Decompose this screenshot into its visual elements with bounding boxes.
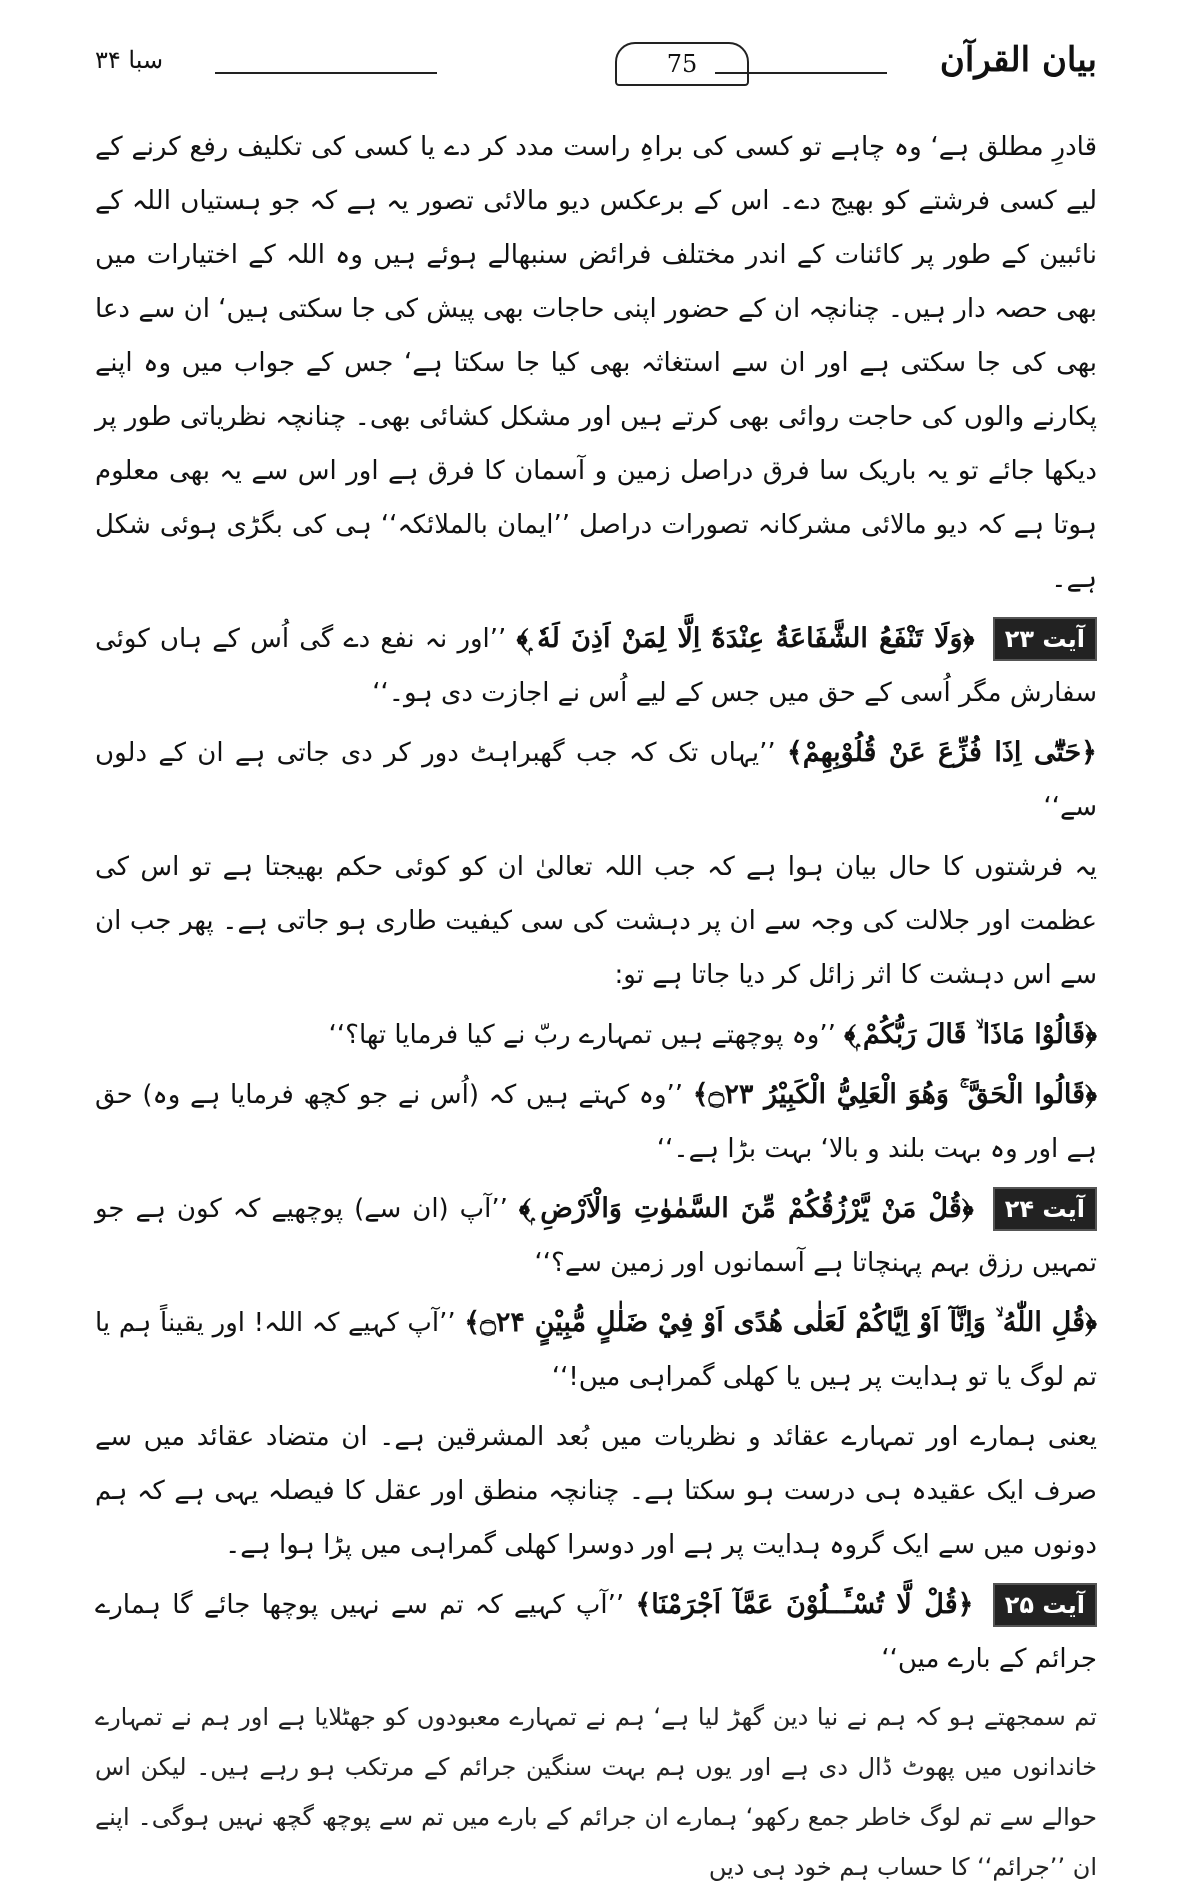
verse-23-part-3 — [95, 1008, 1097, 1062]
verse-25-translation: ’’آپ کہیے کہ تم سے نہیں پوچھا جائے گا ہمارے جرائم کے بارے میں‘‘ — [95, 1590, 1097, 1674]
book-title: بیان القرآن — [939, 40, 1097, 80]
verse-24-part-2 — [95, 1296, 1097, 1404]
ayah-label-24: آیت ۲۴ — [993, 1187, 1097, 1231]
page-content — [95, 120, 1097, 1892]
verse-23 — [95, 612, 1097, 720]
ayah-label-23: آیت ۲۳ — [993, 617, 1097, 661]
surah-name: سبا ۳۴ — [95, 46, 164, 74]
verse-23-part-3-translation: ’’وہ پوچھتے ہیں تمہارے ربّ نے کیا فرمایا تھا؟‘‘ — [328, 1020, 836, 1050]
verse-23-part-2 — [95, 726, 1097, 834]
page-header — [95, 40, 1097, 96]
verse-23-part-2-translation: ’’یہاں تک کہ جب گھبراہٹ دور کر دی جاتی ہے ان کے دلوں سے‘‘ — [95, 738, 1097, 822]
verse-24-part-2-arabic: ﴿قُلِ اللّٰهُ ۙ وَاِنَّآ اَوْ اِيَّاكُمْ لَعَلٰى هُدًى اَوْ فِيْ ضَلٰلٍ مُّبِيْنٍ ۝۲۴﴾ — [464, 1307, 1097, 1338]
verse-23-part-4 — [95, 1068, 1097, 1176]
verse-23-arabic: ﴿وَلَا تَنْفَعُ الشَّفَاعَةُ عِنْدَهٗٓ اِلَّا لِمَنْ اَذِنَ لَهٗ ۭ﴾ — [516, 623, 975, 654]
verse-23-part-4-translation: ’’وہ کہتے ہیں کہ (اُس نے جو کچھ فرمایا ہے وہ) حق ہے اور وہ بہت بلند و بالا‘ بہت بڑا ہے۔‘‘ — [95, 1080, 1097, 1164]
verse-24-part-2-translation: ’’آپ کہیے کہ اللہ! اور یقیناً ہم یا تم لوگ یا تو ہدایت پر ہیں یا کھلی گمراہی میں!‘‘ — [95, 1308, 1097, 1392]
verse-24 — [95, 1182, 1097, 1290]
verse-23-part-4-arabic: ﴿قَالُوا الْحَقَّ ۚ وَهُوَ الْعَلِيُّ الْكَبِيْرُ ۝۲۳﴾ — [692, 1079, 1098, 1110]
intro-paragraph: قادرِ مطلق ہے‘ وہ چاہے تو کسی کی براہِ راست مدد کر دے یا کسی کی تکلیف رفع کرنے کے لیے کسی فرشتے کو بھیج دے۔ اس کے برعکس دیو مالائی تصور یہ ہے کہ جو ہستیاں اللہ کے نائبین کے طور پر کائنات کے اندر مختلف فرائض سنبھالے ہوئے ہیں وہ اللہ کے اختیارات میں بھی حصہ دار ہیں۔ چنانچہ ان کے حضور اپنی حاجات بھی پیش کی جا سکتی ہیں‘ ان سے دعا بھی کی جا سکتی ہے اور ان سے استغاثہ بھی کیا جا سکتا ہے‘ جس کے جواب میں وہ اپنے پکارنے والوں کی حاجت روائی بھی کرتے ہیں اور مشکل کشائی بھی۔ چنانچہ نظریاتی طور پر دیکھا جائے تو یہ باریک سا فرق دراصل زمین و آسمان کا فرق ہے اور اس سے یہ بھی معلوم ہوتا ہے کہ دیو مالائی مشرکانہ تصورات دراصل ’’ایمان بالملائکہ‘‘ ہی کی بگڑی ہوئی شکل ہے۔ — [95, 132, 1097, 594]
verse-25 — [95, 1578, 1097, 1686]
verse-23-translation: ’’اور نہ نفع دے گی اُس کے ہاں کوئی سفارش مگر اُسی کے حق میں جس کے لیے اُس نے اجازت دی ہو۔‘‘ — [95, 624, 1097, 708]
verse-25-arabic: ﴿قُلْ لَّا تُسْـَٔــلُوْنَ عَمَّآ اَجْرَمْنَا﴾ — [635, 1589, 974, 1620]
verse-23-part-2-arabic: ﴿حَتّٰٓى اِذَا فُزِّعَ عَنْ قُلُوْبِهِمْ﴾ — [786, 737, 1097, 768]
ayah-label-25: آیت ۲۵ — [993, 1583, 1097, 1627]
verse-25-explanation: تم سمجھتے ہو کہ ہم نے نیا دین گھڑ لیا ہے‘ ہم نے تمہارے معبودوں کو جھٹلایا ہے اور ہم نے تمہارے خاندانوں میں پھوٹ ڈال دی ہے اور یوں ہم بہت سنگین جرائم کے مرتکب ہو رہے ہیں۔ لیکن اس حوالے سے تم لوگ خاطر جمع رکھو‘ ہمارے ان جرائم کے بارے میں تم سے پوچھ گچھ نہیں ہوگی۔ اپنے ان ’’جرائم‘‘ کا حساب ہم خود ہی دیں — [95, 1703, 1097, 1881]
verse-24-explanation: یعنی ہمارے اور تمہارے عقائد و نظریات میں بُعد المشرقین ہے۔ ان متضاد عقائد میں سے صرف ایک عقیدہ ہی درست ہو سکتا ہے۔ چنانچہ منطق اور عقل کا فیصلہ یہی ہے کہ ہم دونوں میں سے ایک گروہ ہدایت پر ہے اور دوسرا کھلی گمراہی میں پڑا ہوا ہے۔ — [95, 1422, 1097, 1560]
verse-24-translation: ’’آپ (ان سے) پوچھیے کہ کون ہے جو تمہیں رزق بہم پہنچاتا ہے آسمانوں اور زمین سے؟‘‘ — [95, 1194, 1097, 1278]
page-number: 75 — [615, 42, 749, 86]
verse-23-explanation: یہ فرشتوں کا حال بیان ہوا ہے کہ جب اللہ تعالیٰ ان کو کوئی حکم بھیجتا ہے تو اس کی عظمت اور جلالت کی وجہ سے ان پر دہشت کی سی کیفیت طاری ہو جاتی ہے۔ پھر جب ان سے اس دہشت کا اثر زائل کر دیا جاتا ہے تو: — [95, 852, 1097, 990]
verse-24-arabic: ﴿قُلْ مَنْ يَّرْزُقُكُمْ مِّنَ السَّمٰوٰتِ وَالْاَرْضِ ۭ﴾ — [518, 1193, 974, 1224]
verse-23-part-3-arabic: ﴿قَالُوْا مَاذَا ۙ قَالَ رَبُّكُمْ ۭ﴾ — [844, 1019, 1097, 1050]
header-rule-left — [215, 72, 437, 74]
